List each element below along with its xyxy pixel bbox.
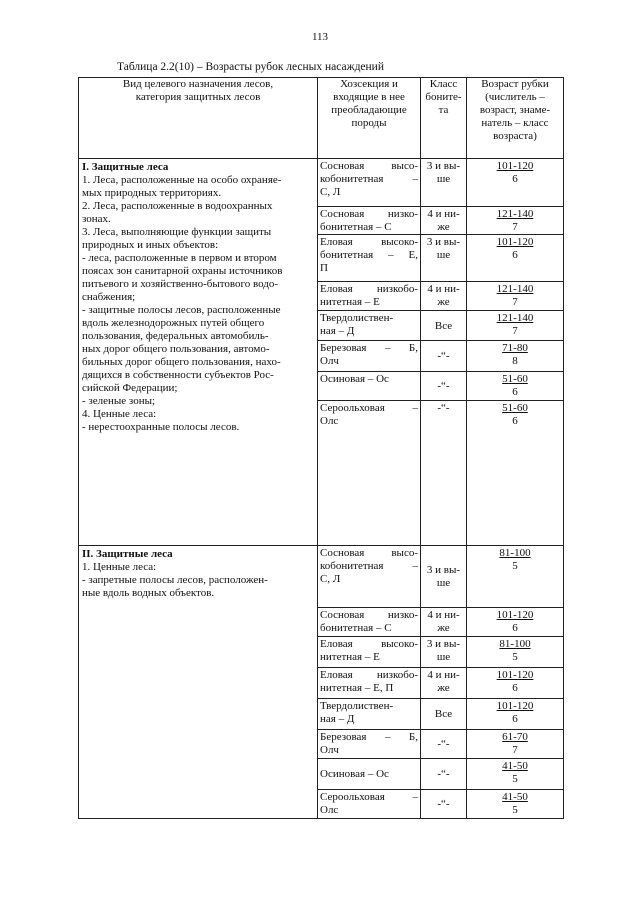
class-line: Все <box>434 708 453 720</box>
description-line: мых природных территориях. <box>82 187 222 199</box>
header-purpose <box>79 78 318 159</box>
age-numerator: 61-70 <box>502 731 528 743</box>
header-bonitet-class <box>421 78 467 159</box>
purpose-description-cell <box>79 159 318 546</box>
bonitet-class-cell <box>421 546 467 608</box>
bonitet-class-cell <box>421 790 467 819</box>
class-line: 3 и вы- <box>426 236 461 248</box>
species-line: П <box>320 262 328 274</box>
age-class-denominator: 5 <box>512 804 518 816</box>
header-purpose-line: категория защитных лесов <box>135 91 261 103</box>
species-line: Сероольховая – <box>320 791 418 803</box>
cutting-age-cell <box>467 401 564 546</box>
bonitet-class-cell <box>421 159 467 207</box>
species-cell <box>318 159 421 207</box>
species-line: Твердолиствен- <box>320 312 394 324</box>
bonitet-class-cell <box>421 372 467 401</box>
class-line: ше <box>436 577 451 589</box>
class-line: -“- <box>437 798 450 810</box>
species-line: Олс <box>320 804 339 816</box>
species-cell <box>318 341 421 372</box>
description-line: дящихся в собственности субъектов Рос- <box>82 369 274 381</box>
page-number: 113 <box>311 31 329 43</box>
header-section-species <box>318 78 421 159</box>
species-line: нитетная – Е, П <box>320 682 394 694</box>
cutting-age-cell <box>467 608 564 637</box>
bonitet-class-cell <box>421 311 467 341</box>
class-line: -“- <box>437 350 450 362</box>
species-line: С, Л <box>320 186 341 198</box>
header-species-line: породы <box>351 117 387 129</box>
species-cell <box>318 699 421 730</box>
age-class-denominator: 6 <box>512 622 518 634</box>
cutting-age-table <box>78 77 564 819</box>
species-line: кобонитетная – <box>320 173 418 185</box>
species-line: бонитетная – Е, <box>320 249 418 261</box>
cutting-age-cell <box>467 699 564 730</box>
age-class-denominator: 6 <box>512 415 518 427</box>
cutting-age-cell <box>467 207 564 235</box>
table-row <box>79 546 564 608</box>
cutting-age-cell <box>467 372 564 401</box>
bonitet-class-cell <box>421 341 467 372</box>
description-line: 3. Леса, выполняющие функции защиты <box>82 226 272 238</box>
description-line: бильных дорог общего пользования, нахо- <box>82 356 281 368</box>
description-line: - леса, расположенные в первом и втором <box>82 252 277 264</box>
class-line: ше <box>436 249 451 261</box>
age-numerator: 101-120 <box>496 160 534 172</box>
species-line: Олс <box>320 415 339 427</box>
age-class-denominator: 5 <box>512 560 518 572</box>
bonitet-class-cell <box>421 637 467 668</box>
class-line: же <box>437 622 450 634</box>
description-line: - защитные полосы лесов, расположенные <box>82 304 281 316</box>
age-class-denominator: 7 <box>512 221 518 233</box>
description-line: ные вдоль водных объектов. <box>82 587 215 599</box>
age-numerator: 101-120 <box>496 236 534 248</box>
cutting-age-cell <box>467 341 564 372</box>
species-line: Олч <box>320 355 339 367</box>
species-cell <box>318 790 421 819</box>
table-caption: Таблица 2.2(10) – Возрасты рубок лесных насаждений <box>117 61 384 73</box>
species-cell <box>318 372 421 401</box>
class-line: же <box>437 296 450 308</box>
species-line: нитетная – Е <box>320 651 380 663</box>
description-line: снабжения; <box>82 291 136 303</box>
description-line: - запретные полосы лесов, расположен- <box>82 574 268 586</box>
species-cell <box>318 207 421 235</box>
header-purpose-line: Вид целевого назначения лесов, <box>122 78 274 90</box>
cutting-age-cell <box>467 790 564 819</box>
age-numerator: 101-120 <box>496 609 534 621</box>
species-line: Осиновая – Ос <box>320 373 389 385</box>
age-numerator: 51-60 <box>502 402 528 414</box>
header-age-line: возраст, знаме- <box>479 104 551 116</box>
class-line: 3 и вы- <box>426 564 461 576</box>
cutting-age-cell <box>467 730 564 759</box>
header-species-line: входящие в нее <box>333 91 405 103</box>
description-line: - нерестоохранные полосы лесов. <box>82 421 240 433</box>
species-line: ная – Д <box>320 713 355 725</box>
age-numerator: 71-80 <box>502 342 528 354</box>
species-line: кобонитетная – <box>320 560 418 572</box>
age-class-denominator: 8 <box>512 355 518 367</box>
species-cell <box>318 637 421 668</box>
class-line: 4 и ни- <box>427 609 460 621</box>
description-line: поясах зон санитарной охраны источников <box>82 265 283 277</box>
age-class-denominator: 7 <box>512 296 518 308</box>
header-species-line: Хозсекция и <box>340 78 398 90</box>
description-line: 2. Леса, расположенные в водоохранных <box>82 200 273 212</box>
species-cell <box>318 401 421 546</box>
header-class-line: бонитe- <box>425 91 462 103</box>
species-line: Еловая высоко- <box>320 638 418 650</box>
table-header-row <box>79 78 564 159</box>
class-line: же <box>437 682 450 694</box>
section-title: II. Защитные леса <box>82 548 173 560</box>
class-line: -“- <box>437 380 450 392</box>
description-line: природных и иных объектов: <box>82 239 219 251</box>
bonitet-class-cell <box>421 608 467 637</box>
bonitet-class-cell <box>421 730 467 759</box>
section-title: I. Защитные леса <box>82 161 169 173</box>
species-line: Сосновая низко- <box>320 208 418 220</box>
header-age-line: (числитель – <box>485 91 545 103</box>
description-line: сийской Федерации; <box>82 382 178 394</box>
class-line: -“- <box>437 738 450 750</box>
cutting-age-cell <box>467 235 564 282</box>
bonitet-class-cell <box>421 668 467 699</box>
cutting-age-cell <box>467 311 564 341</box>
age-numerator: 41-50 <box>502 760 528 772</box>
header-age-line: натель – класс <box>481 117 549 129</box>
species-line: ная – Д <box>320 325 355 337</box>
species-line: бонитетная – С <box>320 221 392 233</box>
class-line: ше <box>436 173 451 185</box>
species-cell <box>318 235 421 282</box>
table-row <box>79 159 564 207</box>
header-age-line: Возраст рубки <box>481 78 549 90</box>
description-line: зонах. <box>82 213 111 225</box>
class-line: 4 и ни- <box>427 208 460 220</box>
description-line: вдоль железнодорожных путей общего <box>82 317 265 329</box>
age-class-denominator: 6 <box>512 682 518 694</box>
class-line: Все <box>434 319 453 332</box>
age-class-denominator: 5 <box>512 651 518 663</box>
age-numerator: 81-100 <box>499 547 531 559</box>
cutting-age-cell <box>467 282 564 311</box>
description-line: 4. Ценные леса: <box>82 408 157 420</box>
class-line: 4 и ни- <box>427 283 460 295</box>
species-line: Твердолиствен- <box>320 700 394 712</box>
class-line: 3 и вы- <box>426 160 461 172</box>
description-line: 1. Леса, расположенные на особо охраняе- <box>82 174 282 186</box>
age-class-denominator: 6 <box>512 173 518 185</box>
species-line: бонитетная – С <box>320 622 392 634</box>
species-line: Сосновая низко- <box>320 609 418 621</box>
cutting-age-cell <box>467 637 564 668</box>
species-line: Еловая низкобо- <box>320 283 418 295</box>
bonitet-class-cell <box>421 759 467 790</box>
species-line: Сосновая высо- <box>320 547 418 559</box>
species-cell <box>318 311 421 341</box>
age-numerator: 81-100 <box>499 638 531 650</box>
age-numerator: 121-140 <box>496 312 534 324</box>
bonitet-class-cell <box>421 235 467 282</box>
cutting-age-cell <box>467 668 564 699</box>
age-numerator: 121-140 <box>496 283 534 295</box>
species-line: Березовая – Б, <box>320 342 418 354</box>
class-line: -“- <box>437 402 450 414</box>
age-numerator: 41-50 <box>502 791 528 803</box>
species-line: Осиновая – Ос <box>320 768 389 780</box>
species-cell <box>318 282 421 311</box>
species-line: Еловая высоко- <box>320 236 418 248</box>
age-class-denominator: 7 <box>512 325 518 337</box>
cutting-age-cell <box>467 546 564 608</box>
age-numerator: 101-120 <box>496 700 534 712</box>
header-cutting-age <box>467 78 564 159</box>
class-line: -“- <box>437 768 450 780</box>
species-line: С, Л <box>320 573 341 585</box>
header-species-line: преобладающие <box>331 104 407 116</box>
purpose-description-cell <box>79 546 318 819</box>
species-line: нитетная – Е <box>320 296 380 308</box>
class-line: ше <box>436 651 451 663</box>
age-numerator: 101-120 <box>496 669 534 681</box>
age-class-denominator: 7 <box>512 744 518 756</box>
description-line: ных дорог общего пользования, автомо- <box>82 343 270 355</box>
species-line: Сосновая высо- <box>320 160 418 172</box>
species-line: Сероольховая – <box>320 402 418 414</box>
bonitet-class-cell <box>421 401 467 546</box>
age-numerator: 121-140 <box>496 208 534 220</box>
class-line: же <box>437 221 450 233</box>
species-cell <box>318 730 421 759</box>
species-line: Олч <box>320 744 339 756</box>
species-cell <box>318 759 421 790</box>
species-line: Еловая низкобо- <box>320 669 418 681</box>
species-cell <box>318 668 421 699</box>
description-line: питьевого и хозяйственно-бытового водо- <box>82 278 279 290</box>
age-class-denominator: 6 <box>512 249 518 261</box>
species-cell <box>318 608 421 637</box>
bonitet-class-cell <box>421 699 467 730</box>
class-line: 3 и вы- <box>426 638 461 650</box>
age-numerator: 51-60 <box>502 373 528 385</box>
header-class-line: Класс <box>429 78 458 90</box>
bonitet-class-cell <box>421 282 467 311</box>
species-cell <box>318 546 421 608</box>
description-line: - зеленые зоны; <box>82 395 156 407</box>
description-line: 1. Ценные леса: <box>82 561 157 573</box>
header-class-line: та <box>438 104 449 116</box>
class-line: 4 и ни- <box>427 669 460 681</box>
species-line: Березовая – Б, <box>320 731 418 743</box>
cutting-age-cell <box>467 759 564 790</box>
age-class-denominator: 6 <box>512 386 518 398</box>
age-class-denominator: 5 <box>512 773 518 785</box>
cutting-age-cell <box>467 159 564 207</box>
bonitet-class-cell <box>421 207 467 235</box>
description-line: пользования, федеральных автомобиль- <box>82 330 269 342</box>
header-age-line: возраста) <box>493 130 537 142</box>
age-class-denominator: 6 <box>512 713 518 725</box>
